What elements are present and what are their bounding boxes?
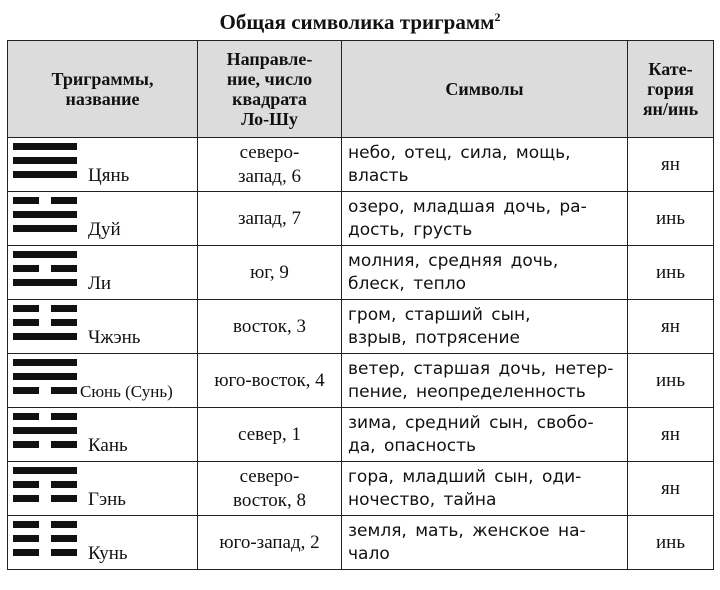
trigram-icon (13, 521, 77, 556)
symbols-cell (342, 246, 628, 300)
symbols-cell (342, 300, 628, 354)
solid-line-icon (13, 427, 77, 434)
direction-line: юго-восток, 4 (214, 369, 325, 391)
trigram-name: Чжэнь (88, 327, 141, 348)
header-trigram (8, 41, 198, 138)
broken-line-icon (13, 387, 77, 394)
trigram-icon (13, 413, 77, 448)
category-cell: инь (628, 192, 714, 246)
symbols-line: земля, мать, женское на- (348, 520, 586, 541)
symbols-line: ночество, тайна (348, 489, 497, 510)
direction-line: северо- (239, 465, 300, 487)
trigram-cell (8, 462, 198, 516)
category-cell: ян (628, 138, 714, 192)
header-trigram-line: Триграммы, (51, 69, 154, 89)
direction-cell (198, 246, 342, 300)
symbols-line: дость, грусть (348, 219, 473, 240)
symbols-line: да, опасность (348, 435, 477, 456)
trigram-cell (8, 408, 198, 462)
trigram-table (7, 40, 714, 570)
solid-line-icon (13, 171, 77, 178)
header-symbols (342, 41, 628, 138)
trigram-cell (8, 138, 198, 192)
header-direction-line: квадрата (232, 89, 307, 109)
table-row (8, 138, 714, 192)
title-text: Общая символика триграмм (219, 10, 495, 34)
symbols-cell (342, 138, 628, 192)
direction-line: восток, 8 (232, 489, 307, 511)
header-category-line: ян/инь (642, 99, 699, 119)
broken-line-icon (13, 441, 77, 448)
direction-cell (198, 516, 342, 570)
trigram-cell (8, 354, 198, 408)
symbols-cell (342, 354, 628, 408)
trigram-name: Гэнь (88, 489, 126, 510)
solid-line-icon (13, 373, 77, 380)
direction-line: восток, 3 (232, 315, 307, 337)
solid-line-icon (13, 225, 77, 232)
symbols-line: чало (348, 543, 390, 564)
header-direction-line: Ло-Шу (241, 109, 298, 129)
table-row (8, 408, 714, 462)
symbols-line: небо, отец, сила, мощь, (348, 142, 571, 163)
trigram-icon (13, 251, 77, 286)
symbols-line: пение, неопределенность (348, 381, 586, 402)
table-row (8, 246, 714, 300)
direction-cell (198, 300, 342, 354)
trigram-name: Ли (88, 273, 112, 294)
category-cell: ян (628, 300, 714, 354)
symbols-line: блеск, тепло (348, 273, 466, 294)
trigram-name: Сюнь (Сунь) (80, 382, 173, 401)
symbols-cell (342, 516, 628, 570)
trigram-icon (13, 143, 77, 178)
symbols-cell (342, 192, 628, 246)
solid-line-icon (13, 467, 77, 474)
category-cell: ян (628, 462, 714, 516)
direction-cell (198, 354, 342, 408)
page-title (0, 4, 720, 35)
broken-line-icon (13, 413, 77, 420)
trigram-name: Кунь (88, 543, 128, 564)
trigram-icon (13, 359, 77, 394)
direction-cell (198, 408, 342, 462)
table-row (8, 192, 714, 246)
table-row (8, 300, 714, 354)
trigram-cell (8, 246, 198, 300)
solid-line-icon (13, 359, 77, 366)
broken-line-icon (13, 549, 77, 556)
broken-line-icon (13, 481, 77, 488)
broken-line-icon (13, 197, 77, 204)
symbols-line: гора, младший сын, оди- (348, 466, 582, 487)
direction-line: юго-запад, 2 (219, 531, 320, 553)
header-symbols-line: Символы (445, 79, 524, 99)
trigram-icon (13, 197, 77, 232)
direction-cell (198, 138, 342, 192)
trigram-icon (13, 305, 77, 340)
table-row (8, 462, 714, 516)
trigram-name: Кань (88, 435, 128, 456)
symbols-line: ветер, старшая дочь, нетер- (348, 358, 614, 379)
category-cell: инь (628, 246, 714, 300)
direction-line: запад, 7 (238, 207, 301, 229)
solid-line-icon (13, 251, 77, 258)
solid-line-icon (13, 157, 77, 164)
title-footnote-mark: 2 (494, 10, 501, 24)
direction-line: юг, 9 (250, 261, 289, 283)
table-row (8, 516, 714, 570)
table-row (8, 354, 714, 408)
symbols-line: взрыв, потрясение (348, 327, 520, 348)
trigram-name: Цянь (88, 165, 130, 186)
symbols-cell (342, 462, 628, 516)
category-cell: ян (628, 408, 714, 462)
header-row (8, 41, 714, 138)
category-cell: инь (628, 354, 714, 408)
header-category-line: Кате- (648, 59, 693, 79)
broken-line-icon (13, 535, 77, 542)
category-cell: инь (628, 516, 714, 570)
trigram-name: Дуй (88, 219, 121, 240)
header-category-line: гория (647, 79, 694, 99)
header-category (628, 41, 714, 138)
solid-line-icon (13, 143, 77, 150)
solid-line-icon (13, 211, 77, 218)
header-trigram-line: название (65, 89, 140, 109)
trigram-cell (8, 516, 198, 570)
direction-line: север, 1 (238, 423, 301, 445)
trigram-cell (8, 192, 198, 246)
broken-line-icon (13, 495, 77, 502)
direction-cell (198, 462, 342, 516)
symbols-line: озеро, младшая дочь, ра- (348, 196, 587, 217)
direction-cell (198, 192, 342, 246)
symbols-line: власть (348, 165, 409, 186)
direction-line: запад, 6 (238, 165, 301, 187)
broken-line-icon (13, 521, 77, 528)
trigram-cell (8, 300, 198, 354)
broken-line-icon (13, 319, 77, 326)
header-direction-line: Направле- (226, 49, 313, 69)
broken-line-icon (13, 265, 77, 272)
symbols-line: зима, средний сын, свобо- (348, 412, 594, 433)
header-direction-line: ние, число (226, 69, 313, 89)
symbols-line: гром, старший сын, (348, 304, 531, 325)
symbols-cell (342, 408, 628, 462)
solid-line-icon (13, 279, 77, 286)
direction-line: северо- (239, 141, 300, 163)
broken-line-icon (13, 305, 77, 312)
symbols-line: молния, средняя дочь, (348, 250, 559, 271)
solid-line-icon (13, 333, 77, 340)
header-direction (198, 41, 342, 138)
trigram-icon (13, 467, 77, 502)
